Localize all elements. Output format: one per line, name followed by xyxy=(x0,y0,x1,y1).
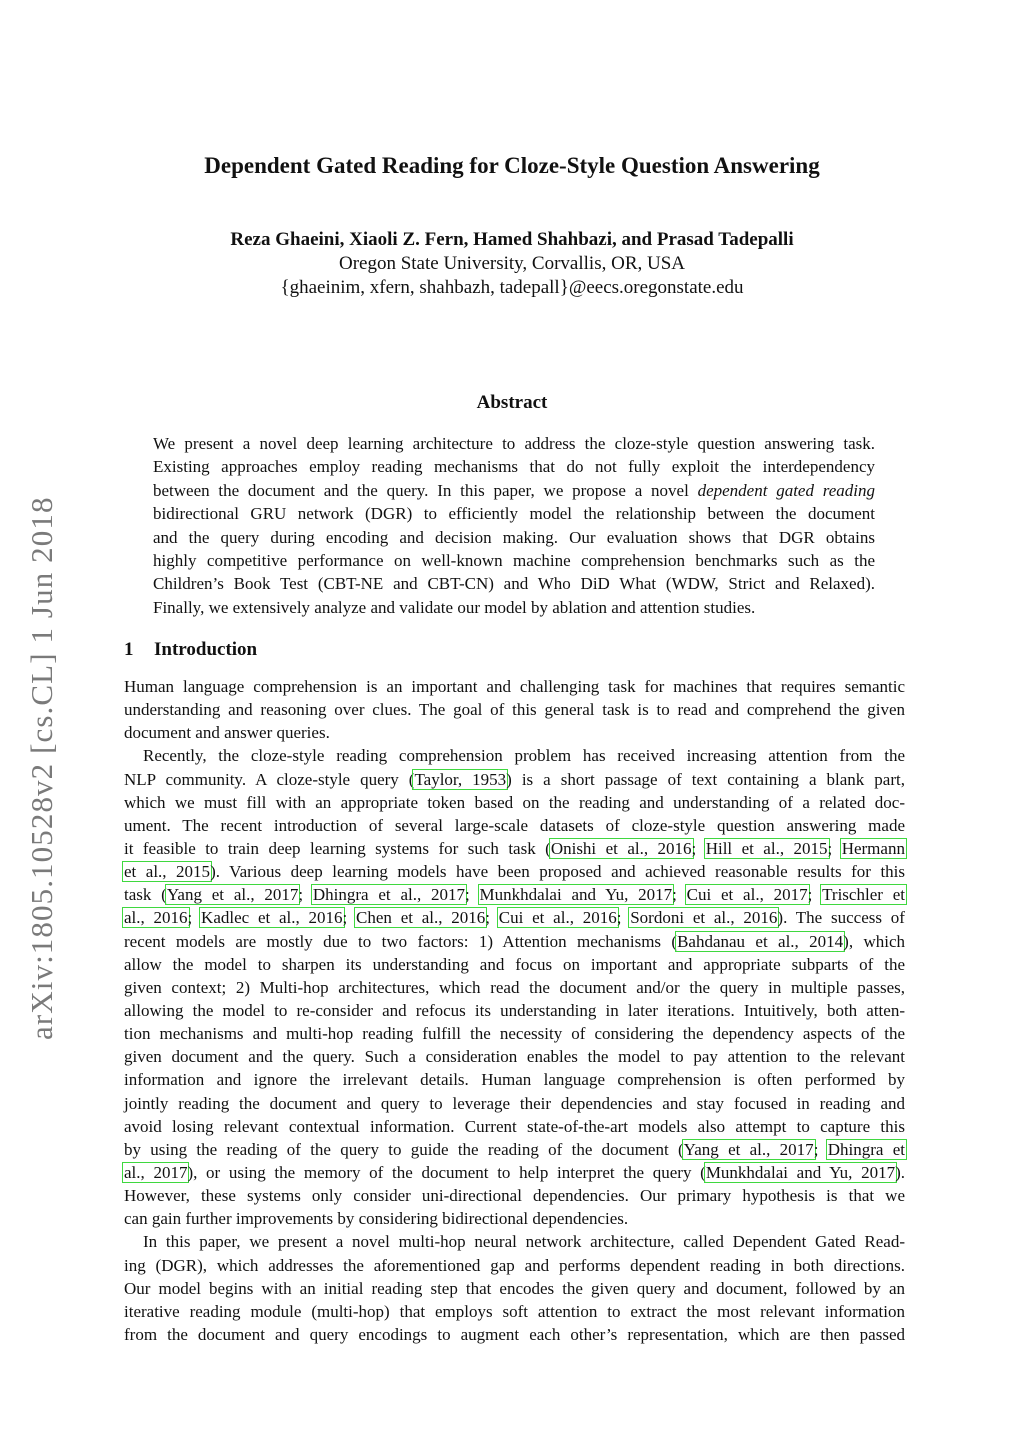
abstract-line: We present a novel deep learning architecture to address the cloze-style question answering task. xyxy=(153,434,875,453)
body-line: avoid losing relevant contextual information. Current state-of-the-art models also attempt to capture this xyxy=(124,1116,905,1136)
body-line: Human language comprehension is an important and challenging task for machines that requires semantic xyxy=(124,677,905,696)
author-affiliation: Oregon State University, Corvallis, OR, USA xyxy=(338,253,686,274)
body-line: given document and the query. Such a consideration enables the model to pay attention to the relevant xyxy=(124,1047,905,1067)
body-line: understanding and reasoning over clues. The goal of this general task is to read and comprehend the given xyxy=(124,700,905,720)
body-line: Recently, the cloze-style reading comprehension problem has received increasing attention from the xyxy=(143,746,905,766)
text-run: by using the reading of the query to guide the reading of the document ( xyxy=(124,1139,684,1159)
citation-link[interactable]: Sordoni et al., 2016 xyxy=(630,908,778,928)
body-line: ument. The recent introduction of several large-scale datasets of cloze-style question answering made xyxy=(124,815,905,835)
citation-link[interactable]: Yang et al., 2017 xyxy=(683,1139,814,1159)
body-line xyxy=(124,1161,905,1184)
text-run: NLP community. A cloze-style query ( xyxy=(124,769,415,789)
abstract-text xyxy=(153,432,875,619)
abstract-emphasis: dependent gated reading xyxy=(697,480,875,500)
body-line: can gain further improvements by considering bidirectional dependencies. xyxy=(124,1209,629,1229)
citation-link[interactable]: al., 2016 xyxy=(124,908,188,928)
author-names: Reza Ghaeini, Xiaoli Z. Fern, Hamed Shahbazi, and Prasad Tadepalli xyxy=(230,229,794,250)
text-run: ). The success of xyxy=(777,908,905,928)
body-line: by using the reading of the query to guide the reading of the document (Yang et al., 2017; Dhingra et xyxy=(124,1139,905,1159)
arxiv-identifier: arXiv:1805.10528v2 [cs.CL] 1 Jun 2018 xyxy=(24,496,59,1040)
author-emails: {ghaeinim, xfern, shahbazh, tadepall}@eecs.oregonstate.edu xyxy=(280,277,744,298)
citation-link[interactable]: et al., 2015 xyxy=(124,862,211,882)
author-block xyxy=(0,228,1024,300)
citation-link[interactable]: Dhingra et al., 2017 xyxy=(312,885,466,905)
citation-link[interactable]: Munkhdalai and Yu, 2017 xyxy=(705,1162,896,1182)
citation-link[interactable]: Chen et al., 2016 xyxy=(356,908,486,928)
abstract-line: Existing approaches employ reading mechanisms that do not fully exploit the interdependency xyxy=(153,457,875,477)
body-line: which we must fill with an appropriate token based on the reading and understanding of a related doc- xyxy=(124,792,905,812)
body-line: task (Yang et al., 2017; Dhingra et al., 2017; Munkhdalai and Yu, 2017; Cui et al., 2017; Trischler et xyxy=(124,885,905,905)
citation-link[interactable]: Hill et al., 2015 xyxy=(705,838,828,858)
body-line: it feasible to train deep learning systems for such task (Onishi et al., 2016; Hill et al., 2015; Hermann xyxy=(124,838,905,858)
citation-link[interactable]: Cui et al., 2017 xyxy=(686,885,808,905)
citation-link[interactable]: Yang et al., 2017 xyxy=(166,885,299,905)
section-title: Introduction xyxy=(154,639,258,660)
text-run: ). xyxy=(895,1162,905,1182)
paper-title: Dependent Gated Reading for Cloze-Style Question Answering xyxy=(204,153,820,178)
body-line xyxy=(124,860,905,883)
abstract-line: highly competitive performance on well-known machine comprehension benchmarks such as the xyxy=(153,551,875,571)
body-line: However, these systems only consider uni-directional dependencies. Our primary hypothesis is that we xyxy=(124,1186,905,1206)
citation-link[interactable]: Onishi et al., 2016 xyxy=(550,838,692,858)
text-run: task ( xyxy=(124,885,167,905)
text-run: recent models are mostly due to two factors: 1) Attention mechanisms ( xyxy=(124,931,678,951)
body-line: iterative reading module (multi-hop) that employs soft attention to extract the most relevant information xyxy=(124,1301,905,1321)
body-line: document and answer queries. xyxy=(124,723,330,743)
abstract-line: and the query during encoding and decision making. Our evaluation shows that DGR obtains xyxy=(153,527,875,547)
text-run: ). Various deep learning models have been proposed and achieved reasonable results for this xyxy=(210,862,906,882)
section-number: 1 xyxy=(124,639,134,660)
citation-link[interactable]: Kadlec et al., 2016 xyxy=(201,908,343,928)
abstract-line: Finally, we extensively analyze and validate our model by ablation and attention studies. xyxy=(153,597,756,617)
citation-link[interactable]: Cui et al., 2016 xyxy=(498,908,617,928)
abstract-line: bidirectional GRU network (DGR) to efficiently model the relationship between the document xyxy=(153,504,875,524)
citation-link[interactable]: Taylor, 1953 xyxy=(414,769,507,789)
abstract-text-run: between the document and the query. In this paper, we propose a novel xyxy=(153,480,698,500)
citation-link[interactable]: Bahdanau et al., 2014 xyxy=(677,931,844,951)
citation-link[interactable]: Hermann xyxy=(841,838,905,858)
text-run: it feasible to train deep learning systems for such task ( xyxy=(124,838,551,858)
body-line: given context; 2) Multi-hop architectures, which read the document and/or the query in multiple passes, xyxy=(124,977,905,997)
citation-link[interactable]: Dhingra et xyxy=(827,1139,905,1159)
body-line xyxy=(124,930,905,953)
text-run: ), or using the memory of the document to help interpret the query ( xyxy=(187,1162,706,1182)
section-heading-introduction xyxy=(124,637,904,663)
body-line: al., 2016; Kadlec et al., 2016; Chen et al., 2016; Cui et al., 2016; Sordoni et al., 2016). The success of xyxy=(124,908,905,928)
body-line: allow the model to sharpen its understanding and focus on important and appropriate subparts of the xyxy=(124,954,905,974)
body-line xyxy=(124,768,905,791)
text-run: ), which xyxy=(843,931,905,951)
body-line: allowing the model to re-consider and refocus its understanding in later iterations. Intuitively, both atten- xyxy=(124,1000,905,1020)
body-line: jointly reading the document and query to leverage their dependencies and stay focused in reading and xyxy=(124,1093,905,1113)
text-run: ) is a short passage of text containing a blank part, xyxy=(506,769,905,789)
body-line: information and ignore the irrelevant details. Human language comprehension is often performed by xyxy=(124,1070,905,1090)
abstract-line xyxy=(153,479,875,502)
citation-link[interactable]: al., 2017 xyxy=(124,1162,188,1182)
abstract-heading: Abstract xyxy=(476,392,548,413)
body-line: ing (DGR), which addresses the aforementioned gap and performs dependent reading in both directions. xyxy=(124,1255,905,1275)
introduction-body xyxy=(124,675,905,1346)
body-line: from the document and query encodings to augment each other’s representation, which are then passed xyxy=(124,1324,905,1344)
body-line: In this paper, we present a novel multi-hop neural network architecture, called Dependent Gated Read- xyxy=(143,1232,905,1252)
body-line: tion mechanisms and multi-hop reading fulfill the necessity of considering the dependency aspects of the xyxy=(124,1024,905,1044)
body-line: Our model begins with an initial reading step that encodes the given query and document, followed by an xyxy=(124,1278,905,1298)
citation-link[interactable]: Munkhdalai and Yu, 2017 xyxy=(479,885,673,905)
abstract-line: Children’s Book Test (CBT-NE and CBT-CN) and Who DiD What (WDW, Strict and Relaxed). xyxy=(153,574,875,594)
citation-link[interactable]: Trischler et xyxy=(822,885,905,905)
